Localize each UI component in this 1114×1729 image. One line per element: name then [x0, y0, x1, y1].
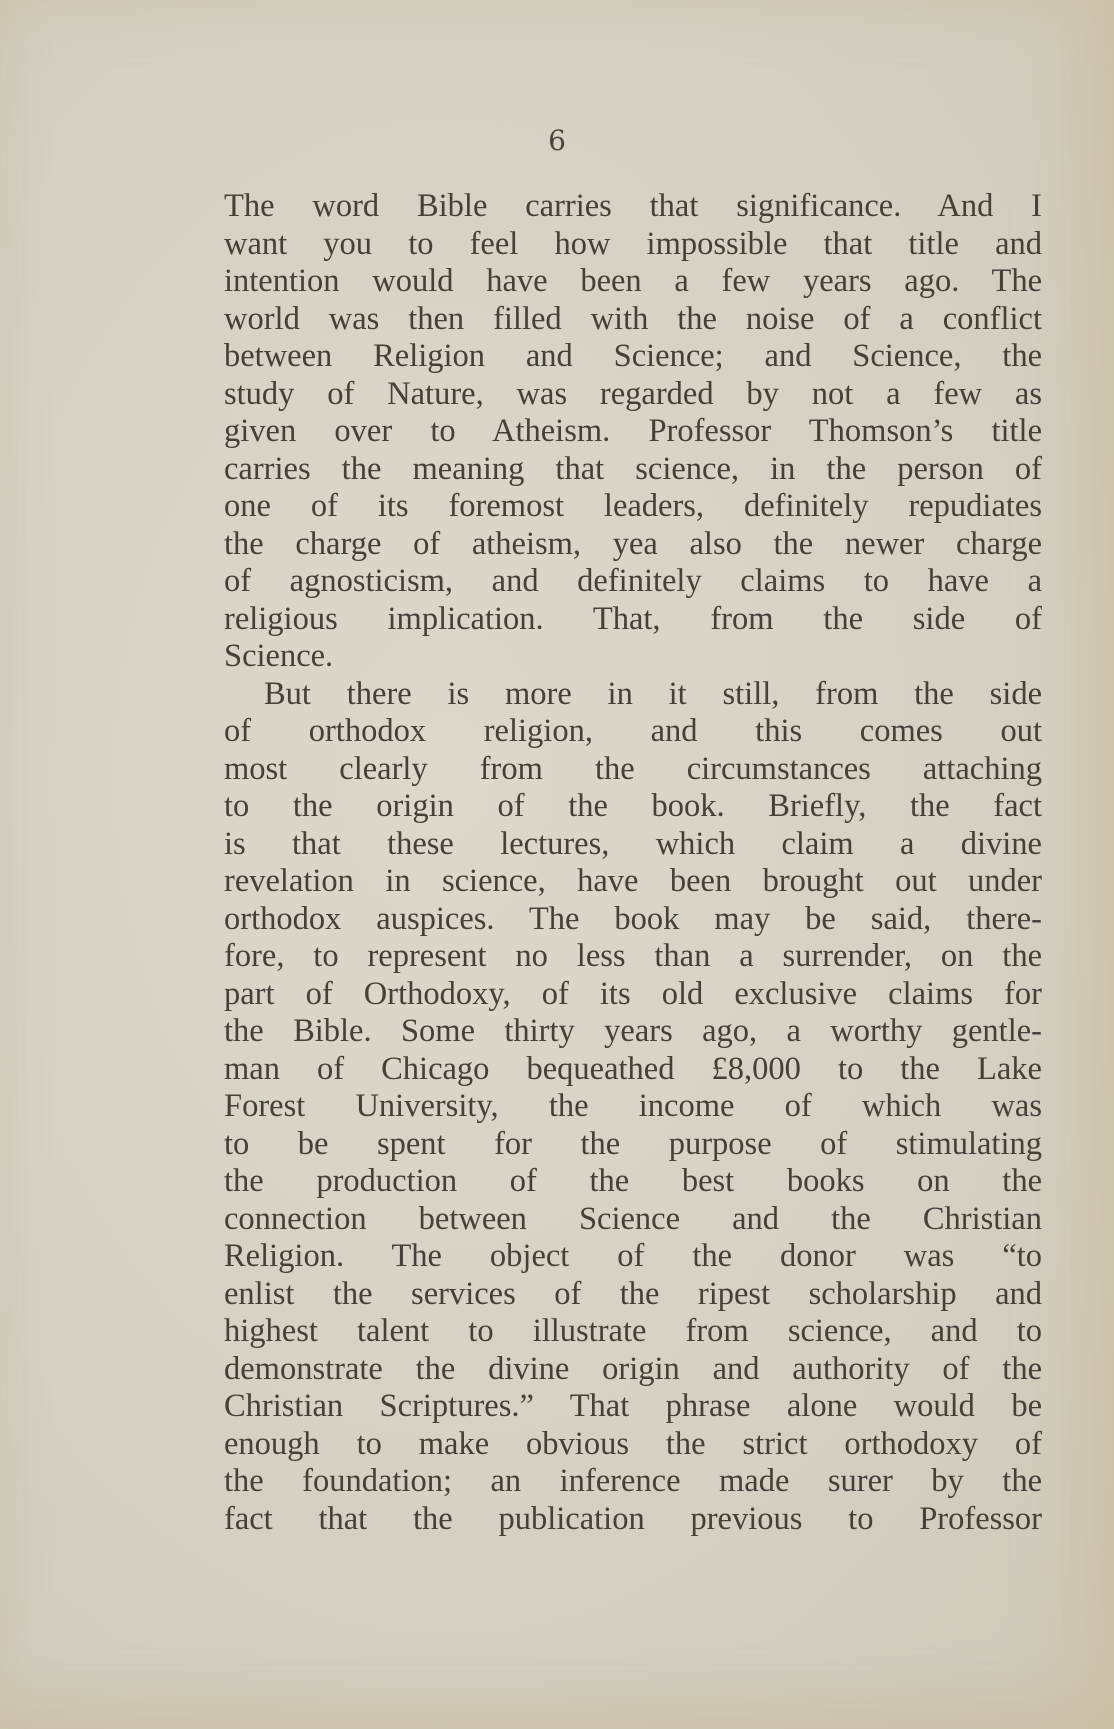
text-line: most clearly from the circumstances attaching — [224, 750, 1042, 787]
text-line: revelation in science, have been brought out under — [224, 863, 1042, 899]
text-line: connection between Science and the Christian — [224, 1200, 1042, 1237]
text-line: Christian Scriptures.” That phrase alone would be — [224, 1388, 1042, 1424]
text-line: enlist the services of the ripest scholarship and — [224, 1275, 1042, 1312]
paragraph — [224, 676, 1042, 1539]
text-line: fact that the publication previous to Professor — [224, 1500, 1042, 1537]
text-line: the Bible. Some thirty years ago, a worthy gentle- — [224, 1013, 1042, 1049]
text-line: Religion. The object of the donor was “to — [224, 1238, 1042, 1274]
text-line: one of its foremost leaders, definitely repudiates — [224, 488, 1042, 524]
text-line: intention would have been a few years ago. The — [224, 263, 1042, 299]
text-line: to the origin of the book. Briefly, the fact — [224, 788, 1042, 824]
text-line: part of Orthodoxy, of its old exclusive claims for — [224, 975, 1042, 1012]
text-line: fore, to represent no less than a surrender, on the — [224, 938, 1042, 974]
text-line: study of Nature, was regarded by not a few as — [224, 375, 1042, 412]
text-line: the charge of atheism, yea also the newer charge — [224, 525, 1042, 562]
text-line: to be spent for the purpose of stimulating — [224, 1125, 1042, 1162]
text-line: of orthodox religion, and this comes out — [224, 713, 1042, 749]
text-line: of agnosticism, and definitely claims to have a — [224, 563, 1042, 599]
text-line: But there is more in it still, from the side — [264, 675, 1042, 712]
text-line: the production of the best books on the — [224, 1163, 1042, 1199]
text-line: highest talent to illustrate from science, and to — [224, 1313, 1042, 1349]
text-line: Forest University, the income of which was — [224, 1088, 1042, 1124]
text-line: world was then filled with the noise of a conflict — [224, 300, 1042, 337]
text-line: given over to Atheism. Professor Thomson’s title — [224, 413, 1042, 449]
page-number: 6 — [548, 124, 566, 157]
text-line: is that these lectures, which claim a divine — [224, 825, 1042, 862]
text-line: The word Bible carries that significance. And I — [224, 188, 1042, 224]
text-line: orthodox auspices. The book may be said, there- — [224, 900, 1042, 937]
text-line: Science. — [224, 638, 334, 674]
text-line: man of Chicago bequeathed £8,000 to the Lake — [224, 1050, 1042, 1087]
text-line: enough to make obvious the strict orthodoxy of — [224, 1425, 1042, 1462]
text-line: between Religion and Science; and Science, the — [224, 338, 1042, 374]
body-text — [224, 188, 1042, 1538]
text-line: carries the meaning that science, in the person of — [224, 450, 1042, 487]
paragraph — [224, 188, 1042, 676]
text-line: demonstrate the divine origin and authority of the — [224, 1350, 1042, 1387]
text-line: the foundation; an inference made surer by the — [224, 1463, 1042, 1499]
text-line: religious implication. That, from the side of — [224, 600, 1042, 637]
text-line: want you to feel how impossible that title and — [224, 225, 1042, 262]
